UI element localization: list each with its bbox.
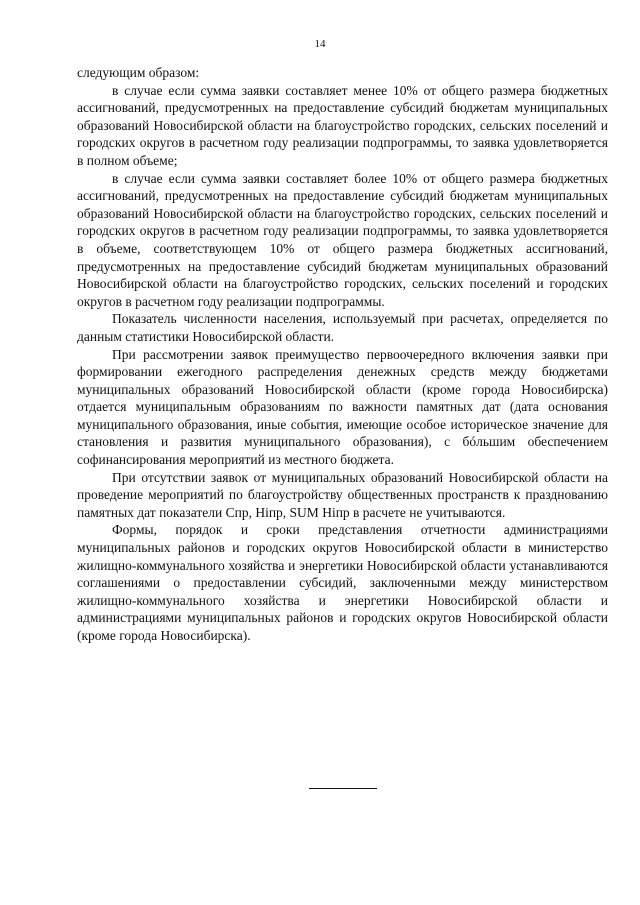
end-of-document-rule xyxy=(309,788,377,789)
paragraph-more-than-10-percent: в случае если сумма заявки составляет более 10% от общего размера бюджетных ассигнований, предусмотренных на предоставление субсидий бюджетам муниципальных образований Новосибирской области на благоустройство городских, сельских поселений и городских округов в расчетном году реализации подпрограммы, то заявка удовлетворяется в объеме, соответствующем 10% от общего размера бюджетных ассигнований, предусмотренных на предоставление субсидий бюджетам муниципальных образований Новосибирской области на благоустройство городских, сельских поселений и городских округов в расчетном году реализации подпрограммы. xyxy=(77,170,608,309)
page-number: 14 xyxy=(314,38,326,50)
paragraph-priority-rules: При рассмотрении заявок преимущество первоочередного включения заявки при формировании ежегодного распределения денежных средств между бюджетами муниципальных образований Новосибирской области (кроме города Новосибирска) отдается муниципальным образованиям по важности памятных дат (дата основания муниципального образования, иные события, имеющие особое историческое значение для становления и развития муниципального образования), с бóльшим обеспечением софинансирования мероприятий из местного бюджета. xyxy=(77,346,608,468)
paragraph-population-indicator: Показатель численности населения, используемый при расчетах, определяется по данным статистики Новосибирской области. xyxy=(77,311,608,344)
paragraph-intro: следующим образом: xyxy=(77,65,200,80)
document-body xyxy=(77,64,608,645)
paragraph-reporting-forms: Формы, порядок и сроки представления отчетности администрациями муниципальных районов и городских округов Новосибирской области в министерство жилищно-коммунального хозяйства и энергетики Новосибирской области устанавливаются соглашениями о предоставлении субсидий, заключенными между министерством жилищно-коммунального хозяйства и энергетики Новосибирской области и администрациями муниципальных районов и городских округов Новосибирской области (кроме города Новосибирска). xyxy=(77,522,608,643)
paragraph-less-than-10-percent: в случае если сумма заявки составляет менее 10% от общего размера бюджетных ассигнований, предусмотренных на предоставление субсидий бюджетам муниципальных образований Новосибирской области на благоустройство городских, сельских поселений и городских округов в расчетном году реализации подпрограммы, то заявка удовлетворяется в полном объеме; xyxy=(77,82,608,168)
paragraph-no-applications: При отсутствии заявок от муниципальных образований Новосибирской области на проведение мероприятий по благоустройству общественных пространств к празднованию памятных дат показатели Спр, Нiпр, SUM Нiпр в расчете не учитываются. xyxy=(77,469,608,520)
